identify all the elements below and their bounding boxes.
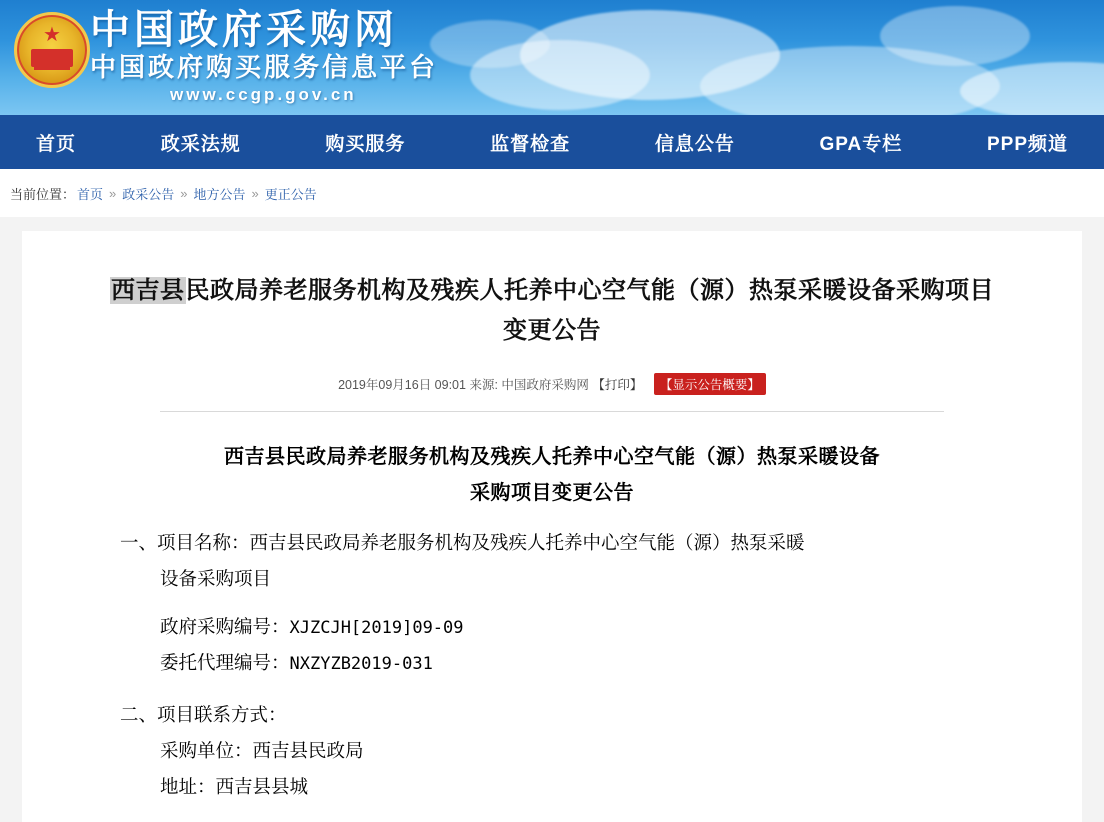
- nav-item-supervision[interactable]: 监督检查: [490, 133, 571, 155]
- field-value: XJZCJH[2019]09-09: [289, 618, 464, 638]
- breadcrumb-separator: »: [251, 185, 259, 201]
- nav-item-ppp[interactable]: PPP频道: [986, 133, 1068, 155]
- breadcrumb-item-home[interactable]: 首页: [77, 186, 104, 202]
- field-value: NXZYZB2019-031: [289, 654, 433, 674]
- cloud-decoration: [880, 6, 1030, 66]
- site-brand[interactable]: [90, 8, 438, 106]
- article-meta: [82, 373, 1022, 395]
- section-project-name: [120, 526, 984, 562]
- article-body-title-line1: 西吉县民政局养老服务机构及残疾人托养中心空气能（源）热泵采暖设备: [224, 444, 880, 468]
- breadcrumb: [0, 169, 1104, 217]
- article-body-title: [120, 438, 984, 510]
- contact-label: 采购单位：: [160, 741, 253, 762]
- contact-address: [120, 770, 984, 806]
- breadcrumb-item-procurement-notice[interactable]: 政采公告: [122, 186, 175, 202]
- divider: [160, 411, 944, 412]
- section-contact-label: 二、项目联系方式：: [120, 705, 287, 726]
- cloud-decoration: [470, 40, 650, 110]
- site-banner: [0, 0, 1104, 115]
- nav-item-regulations[interactable]: 政采法规: [160, 133, 241, 155]
- field-government-procurement-number: [120, 610, 984, 646]
- page-title-highlight: 西吉县: [111, 277, 185, 304]
- contact-purchaser: [120, 734, 984, 770]
- breadcrumb-separator: »: [180, 185, 188, 201]
- article-body: [82, 438, 1022, 806]
- article-source: 中国政府采购网: [501, 378, 589, 392]
- site-url: www.ccgp.gov.cn: [170, 85, 357, 104]
- breadcrumb-separator: »: [109, 185, 117, 201]
- section-project-name-label: 一、项目名称：: [120, 533, 250, 554]
- article-card: [22, 231, 1082, 822]
- section-contact: [120, 698, 984, 734]
- main-navigation: [0, 115, 1104, 169]
- breadcrumb-item-local-notice[interactable]: 地方公告: [193, 186, 246, 202]
- nav-item-home[interactable]: 首页: [36, 133, 77, 155]
- content-wrapper: [0, 217, 1104, 822]
- breadcrumb-label: 当前位置：: [10, 186, 76, 202]
- page-title: [82, 271, 1022, 351]
- contact-label: 地址：: [160, 777, 216, 798]
- star-icon: ★: [43, 23, 61, 46]
- field-agency-number: [120, 646, 984, 682]
- nav-item-purchase-service[interactable]: 购买服务: [325, 133, 406, 155]
- article-body-title-line2: 采购项目变更公告: [470, 480, 634, 504]
- article-source-label: 来源:: [469, 378, 498, 392]
- print-button[interactable]: 【打印】: [592, 378, 643, 392]
- page-title-line2: 变更公告: [503, 317, 601, 344]
- site-title-secondary: 中国政府购买服务信息平台: [90, 52, 439, 82]
- breadcrumb-item-correction-notice[interactable]: 更正公告: [264, 186, 317, 202]
- show-summary-button[interactable]: 【显示公告概要】: [654, 373, 766, 395]
- page-title-rest: 民政局养老服务机构及残疾人托养中心空气能（源）热泵采暖设备采购项目: [185, 277, 994, 304]
- national-emblem-icon: [14, 12, 90, 88]
- section-project-name-value-line2: 设备采购项目: [160, 569, 272, 590]
- site-title-primary: 中国政府采购网: [90, 8, 398, 52]
- field-label: 委托代理编号：: [160, 653, 290, 674]
- contact-value: 西吉县县城: [215, 777, 309, 798]
- section-project-name-value: 西吉县民政局养老服务机构及残疾人托养中心空气能（源）热泵采暖: [249, 533, 805, 554]
- contact-value: 西吉县民政局: [252, 741, 364, 762]
- nav-item-announcements[interactable]: 信息公告: [654, 133, 735, 155]
- field-list: [120, 610, 984, 682]
- article-datetime: 2019年09月16日 09:01: [338, 378, 466, 392]
- gate-shape: [31, 49, 73, 67]
- nav-item-gpa[interactable]: GPA专栏: [819, 133, 903, 155]
- field-label: 政府采购编号：: [160, 617, 290, 638]
